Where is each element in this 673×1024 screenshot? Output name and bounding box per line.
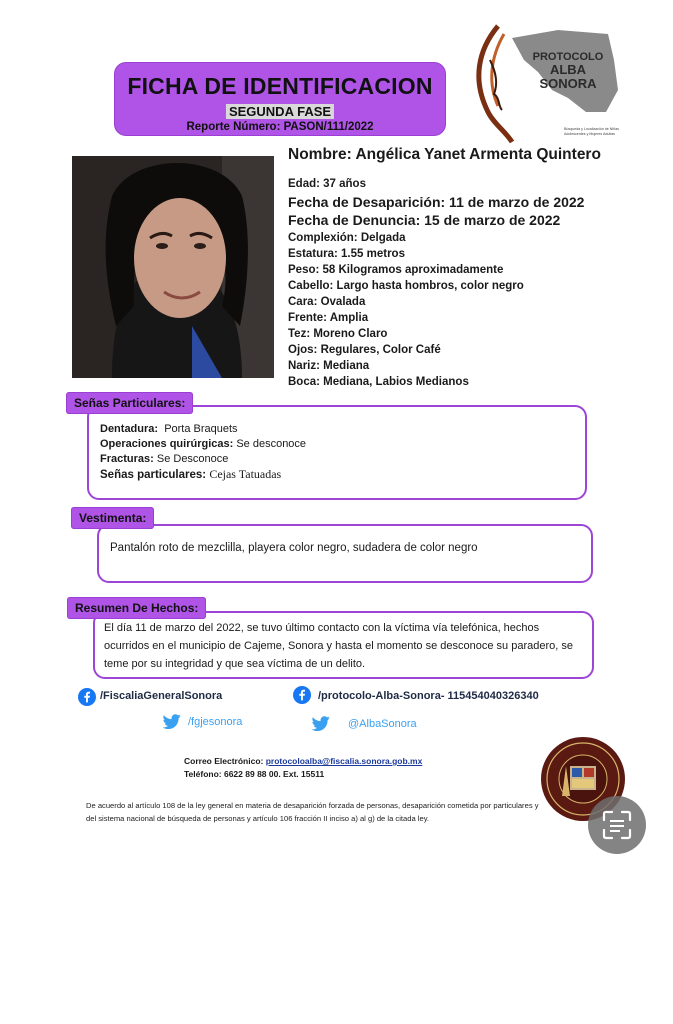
eyes: Ojos: Regulares, Color Café [288, 344, 441, 356]
marks-row: Señas particulares: Cejas Tatuadas [100, 467, 282, 481]
nose: Nariz: Mediana [288, 360, 370, 372]
height: Estatura: 1.55 metros [288, 248, 405, 260]
dental-row: Dentadura: Porta Braquets [100, 423, 238, 435]
forehead: Frente: Amplia [288, 312, 369, 324]
document-title: FICHA DE IDENTIFICACION [127, 73, 433, 99]
phase-label: SEGUNDA FASE [226, 104, 334, 119]
logo-line2: ALBA [549, 62, 587, 77]
senas-title: Señas Particulares: [66, 392, 193, 414]
twitter-fgje-link[interactable]: /fgjesonora [188, 716, 243, 728]
facebook-alba-link[interactable]: /protocolo-Alba-Sonora- 115454040326340 [318, 690, 539, 702]
contact-block [184, 755, 422, 781]
logo-caption2: Adolescentes y Mujeres Adultas [564, 132, 615, 136]
age: Edad: 37 años [288, 178, 366, 190]
surgery-row: Operaciones quirúrgicas: Se desconoce [100, 438, 307, 450]
hair: Cabello: Largo hasta hombros, color negro [288, 280, 524, 292]
person-name: Nombre: Angélica Yanet Armenta Quintero [288, 146, 601, 163]
face: Cara: Ovalada [288, 296, 366, 308]
facebook-icon[interactable] [293, 686, 311, 704]
vestimenta-title: Vestimenta: [71, 507, 154, 529]
logo-caption1: Búsqueda y Localización de Niñas [564, 127, 619, 131]
report-date: Fecha de Denuncia: 15 de marzo de 2022 [288, 212, 561, 228]
hechos-text: El día 11 de marzo del 2022, se tuvo último contacto con la víctima vía telefónica, hechos ocurridos en el municipio de Cajeme, Sonora y hasta el momento se desconoce su paradero, se teme por su integridad y que sea víctima de un delito. [104, 622, 573, 670]
scan-text-button[interactable] [588, 796, 646, 854]
logo-line3: SONORA [539, 76, 597, 91]
facebook-icon[interactable] [78, 688, 96, 706]
facebook-fiscalia-link[interactable]: /FiscaliaGeneralSonora [100, 690, 223, 702]
legal-text: De acuerdo al artículo 108 de la ley general en materia de desaparición forzada de personas, desaparición cometida por particulares y del sistema nacional de búsqueda de personas y artículo 106 fracción II inciso a) al g) de la citada ley. [86, 801, 539, 823]
twitter-alba-link[interactable]: @AlbaSonora [348, 718, 417, 730]
weight: Peso: 58 Kilogramos aproximadamente [288, 264, 504, 276]
email-row: Correo Electrónico: protocoloalba@fiscalia.sonora.gob.mx [184, 756, 423, 766]
hechos-title: Resumen De Hechos: [67, 597, 206, 619]
build: Complexión: Delgada [288, 232, 406, 244]
skin: Tez: Moreno Claro [288, 328, 388, 340]
person-photo [72, 156, 274, 378]
alba-sonora-logo [468, 20, 628, 145]
vestimenta-text: Pantalón roto de mezclilla, playera color negro, sudadera de color negro [110, 542, 478, 554]
twitter-icon[interactable] [311, 716, 331, 732]
scan-text-icon [588, 796, 646, 854]
logo-line1: PROTOCOLO [532, 51, 604, 63]
header-banner [114, 62, 446, 136]
disappearance-date: Fecha de Desaparición: 11 de marzo de 2022 [288, 194, 585, 210]
report-number: Reporte Número: PASON/111/2022 [186, 121, 374, 133]
fractures-row: Fracturas: Se Desconoce [100, 453, 229, 465]
mouth: Boca: Mediana, Labios Medianos [288, 376, 469, 388]
twitter-icon[interactable] [162, 714, 182, 730]
email-link[interactable]: protocoloalba@fiscalia.sonora.gob.mx [265, 756, 423, 766]
phone-row: Teléfono: 6622 89 88 00. Ext. 15511 [184, 769, 325, 779]
